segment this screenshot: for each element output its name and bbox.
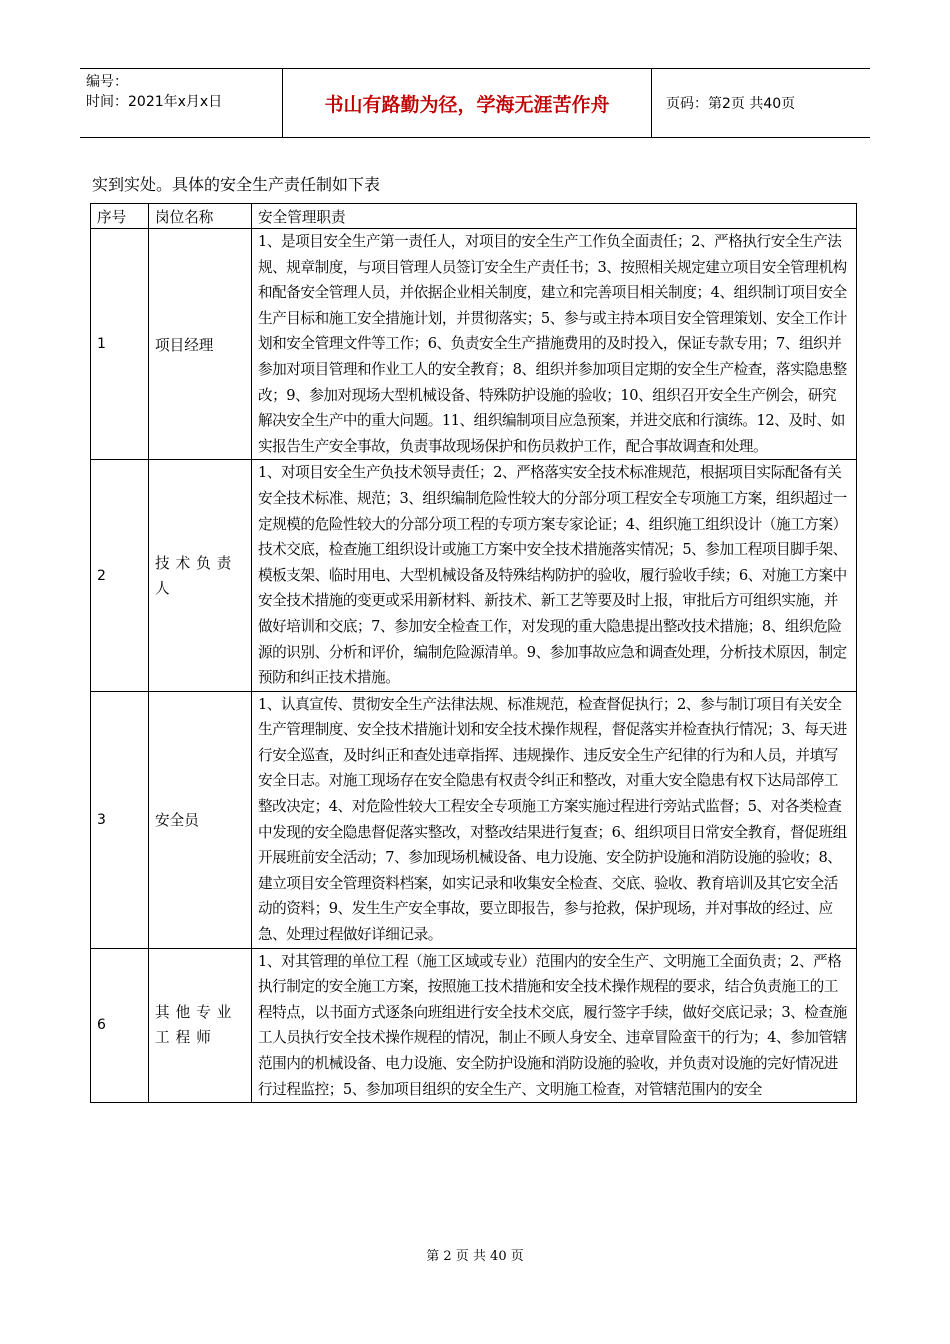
table-row	[91, 229, 857, 460]
row-number: 3	[91, 691, 149, 948]
row-position: 项目经理	[149, 229, 252, 460]
row-position: 安全员	[149, 691, 252, 948]
row-number: 1	[91, 229, 149, 460]
header-cell-position: 岗位名称	[149, 204, 252, 229]
row-number: 6	[91, 948, 149, 1103]
row-duties: 1、是项目安全生产第一责任人，对项目的安全生产工作负全面责任；2、严格执行安全生产法规、规章制度，与项目管理人员签订安全生产责任书；3、按照相关规定建立项目安全管理机构和配备安全管理人员，并依据企业相关制度，建立和完善项目相关制度；4、组织制订项目安全生产目标和施工安全措施计划，并贯彻落实；5、参与或主持本项目安全管理策划、安全工作计划和安全管理文件等工作；6、负责安全生产措施费用的及时投入，保证专款专用；7、组织并参加对项目管理和作业工人的安全教育；8、组织并参加项目定期的安全生产检查，落实隐患整改；9、参加对现场大型机械设备、特殊防护设施的验收；10、组织召开安全生产例会，研究解决安全生产中的重大问题。11、组织编制项目应急预案，并进交底和行演练。12、及时、如实报告生产安全事故，负责事故现场保护和伤员救护工作，配合事故调查和处理。	[252, 229, 857, 460]
number-label: 编号：	[86, 74, 128, 90]
row-position: 其他专业工程师	[149, 948, 252, 1103]
row-duties: 1、对其管理的单位工程（施工区域或专业）范围内的安全生产、文明施工全面负责；2、严格执行制定的安全施工方案，按照施工技术措施和安全技术操作规程的要求，结合负责施工的工程特点，以书面方式逐条向班组进行安全技术交底，履行签字手续，做好交底记录；3、检查施工人员执行安全技术操作规程的情况，制止不顾人身安全、违章冒险蛮干的行为；4、参加管辖范围内的机械设备、电力设施、安全防护设施和消防设施的验收，并负责对设施的完好情况进行过程监控；5、参加项目组织的安全生产、文明施工检查，对管辖范围内的安全	[252, 948, 857, 1103]
intro-text: 实到实处。具体的安全生产责任制如下表	[92, 175, 381, 194]
responsibility-table	[90, 203, 857, 1103]
page-header	[80, 68, 870, 138]
row-duties: 1、认真宣传、贯彻安全生产法律法规、标准规范，检查督促执行；2、参与制订项目有关安全生产管理制度、安全技术措施计划和安全技术操作规程，督促落实并检查执行情况；3、每天进行安全巡查，及时纠正和查处违章指挥、违规操作、违反安全生产纪律的行为和人员，并填写安全日志。对施工现场存在安全隐患有权责令纠正和整改，对重大安全隐患有权下达局部停工整改决定；4、对危险性较大工程安全专项施工方案实施过程进行旁站式监督；5、对各类检查中发现的安全隐患督促落实整改，对整改结果进行复查；6、组织项目日常安全教育，督促班组开展班前安全活动；7、参加现场机械设备、电力设施、安全防护设施和消防设施的验收；8、建立项目安全管理资料档案，如实记录和收集安全检查、交底、验收、教育培训及其它安全活动的资料；9、发生生产安全事故，要立即报告，参与抢救，保护现场，并对事故的经过、应急、处理过程做好详细记录。	[252, 691, 857, 948]
table-row	[91, 460, 857, 691]
row-duties: 1、对项目安全生产负技术领导责任；2、严格落实安全技术标准规范，根据项目实际配备有关安全技术标准、规范；3、组织编制危险性较大的分部分项工程安全专项施工方案，组织超过一定规模的危险性较大的分部分项工程的专项方案专家论证；4、组织施工组织设计（施工方案）技术交底，检查施工组织设计或施工方案中安全技术措施落实情况；5、参加工程项目脚手架、模板支架、临时用电、大型机械设备及特殊结构防护的验收，履行验收手续；6、对施工方案中安全技术措施的变更或采用新材料、新技术、新工艺等要及时上报，审批后方可组织实施，并做好培训和交底；7、参加安全检查工作，对发现的重大隐患提出整改技术措施；8、组织危险源的识别、分析和评价，编制危险源清单。9、参加事故应急和调查处理，分析技术原因，制定预防和纠正技术措施。	[252, 460, 857, 691]
table-row	[91, 691, 857, 948]
header-page-code: 页码：第2页 共40页	[666, 96, 796, 112]
header-cell-number: 序号	[91, 204, 149, 229]
row-position: 技术负责人	[149, 460, 252, 691]
row-number: 2	[91, 460, 149, 691]
header-meta	[80, 69, 283, 137]
time-label: 时间：2021年x月x日	[86, 94, 223, 110]
header-motto: 书山有路勤为径，学海无涯苦作舟	[283, 69, 652, 137]
header-cell-duties: 安全管理职责	[252, 204, 857, 229]
page-footer: 第 2 页 共 40 页	[426, 1249, 524, 1264]
table-header-row	[91, 204, 857, 229]
table-row	[91, 948, 857, 1103]
